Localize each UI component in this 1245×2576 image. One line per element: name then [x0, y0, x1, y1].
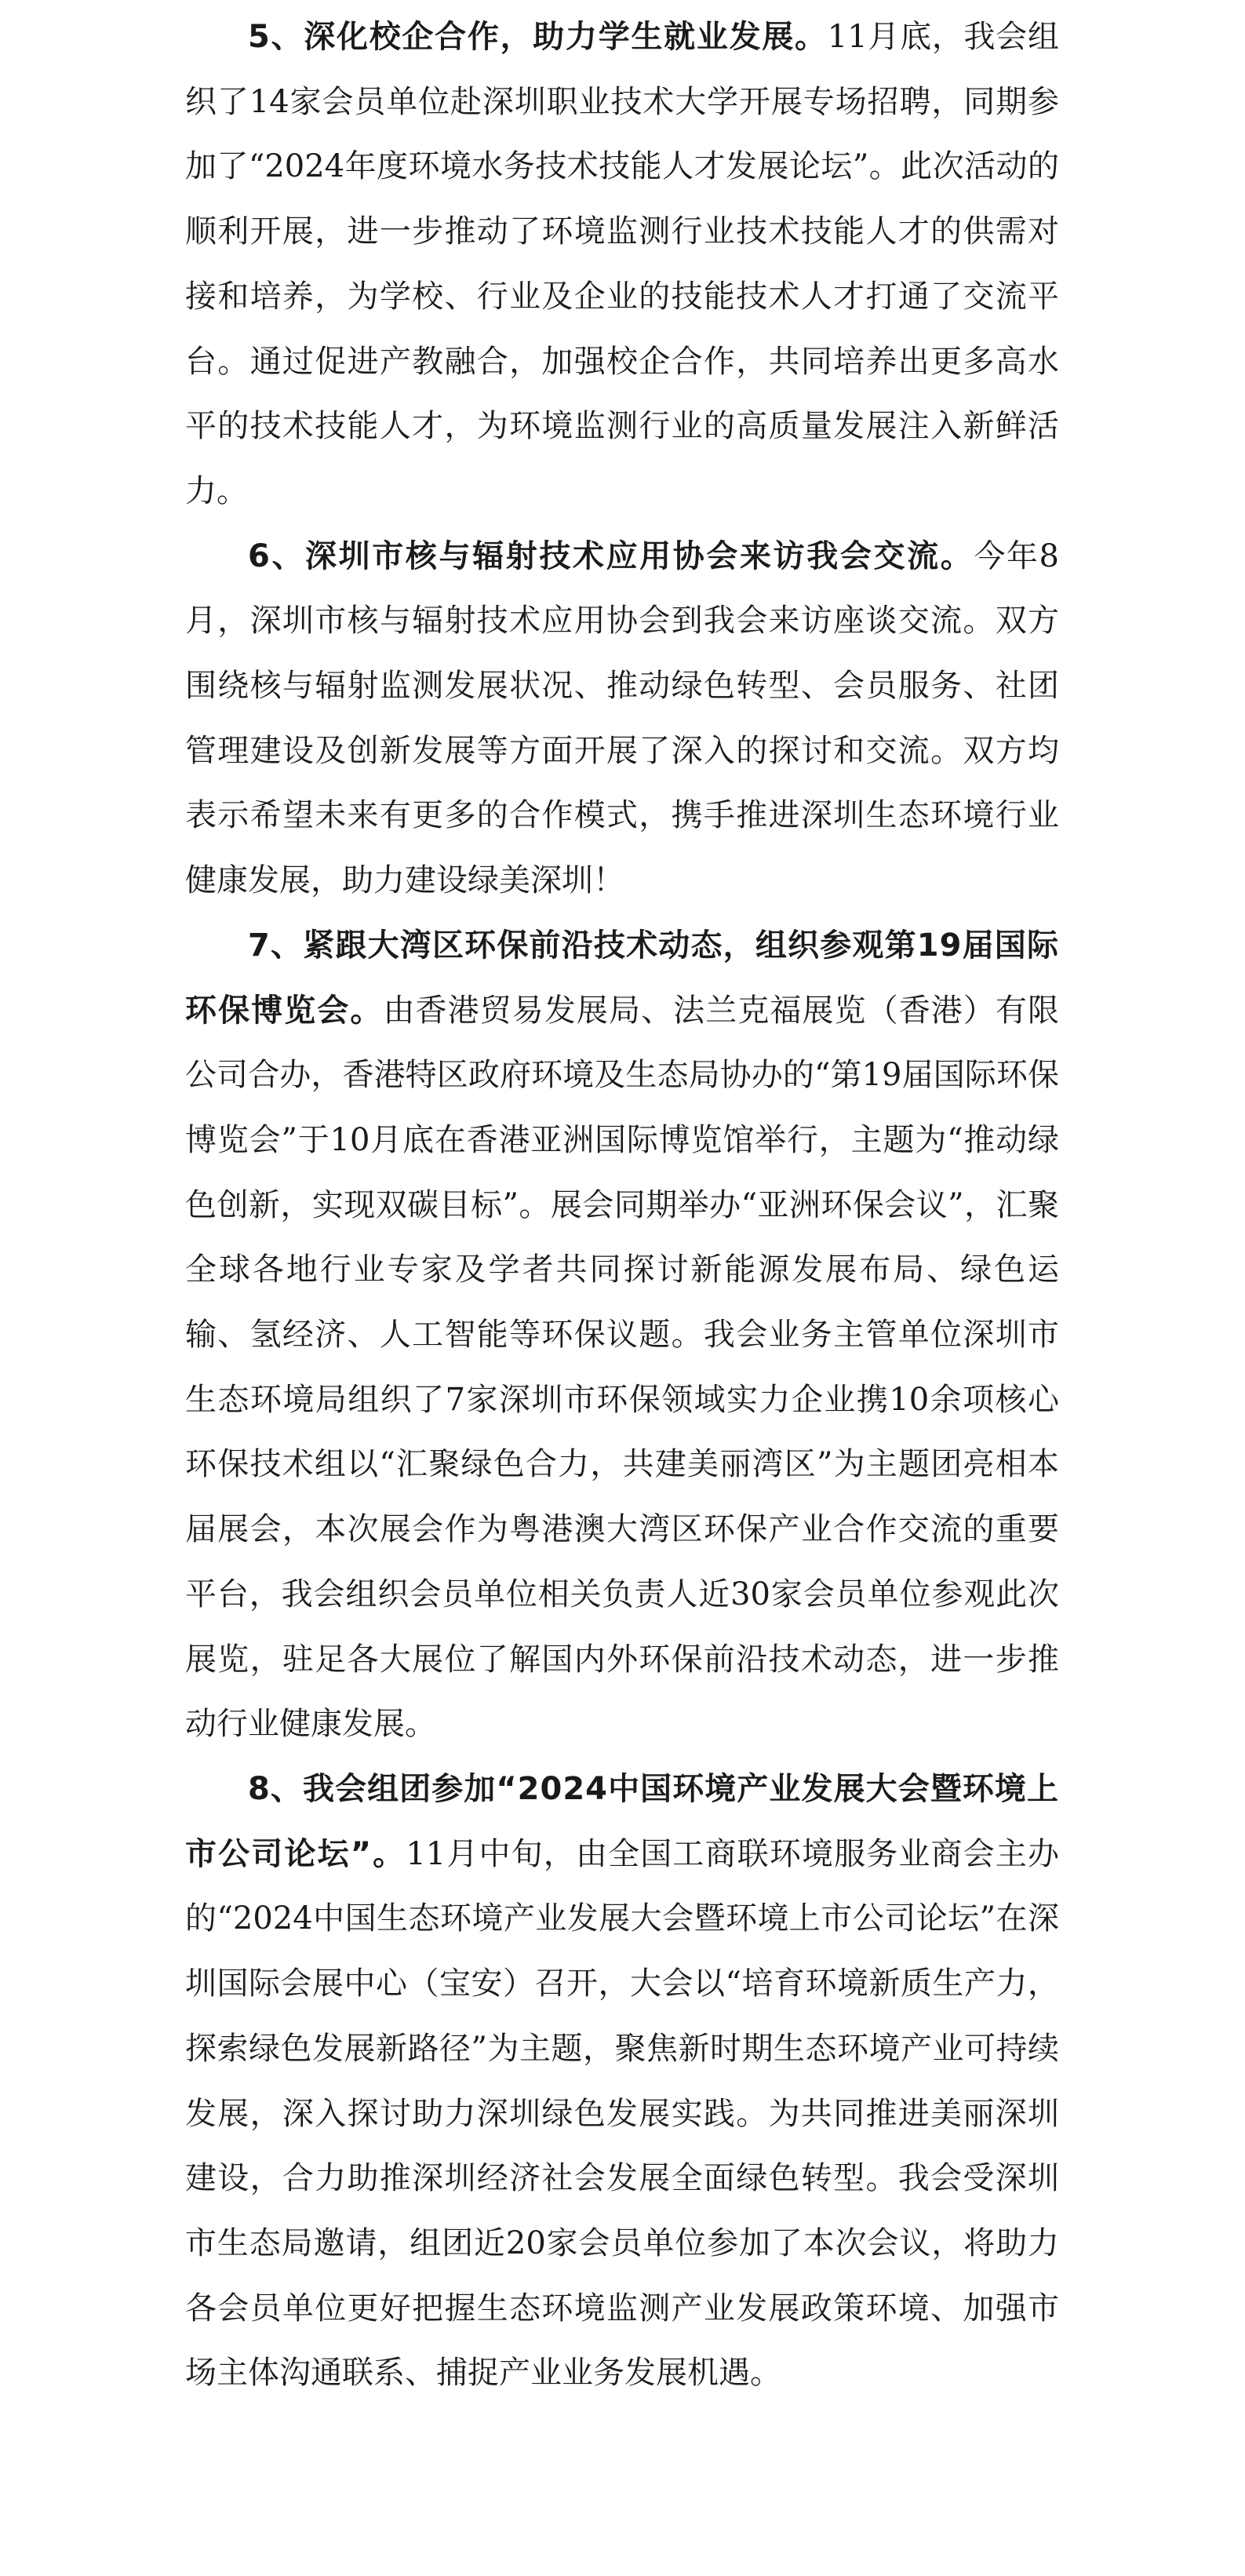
paragraph-8-text: 11月中旬，由全国工商联环境服务业商会主办的“2024中国生态环境产业发展大会暨环境上市公司论坛”在深圳国际会展中心（宝安）召开，大会以“培育环境新质生产力， 探索绿色发展新路径”为主题，聚焦新时期生态环境产业可持续发展，深入探讨助力深圳绿色发展实践。为共同推进美丽深圳建设，合力助推深圳经济社会发展全面绿色转型。我会受深圳市生态局邀请，组团近20家会员单位参加了本次会议，将助力各会员单位更好把握生态环境监测产业发展政策环境、加强市场主体沟通联系、捕捉产业业务发展机遇。	[185, 1835, 1059, 2392]
paragraph-5	[185, 5, 1059, 524]
paragraph-5-text: 11月底，我会组织了14家会员单位赴深圳职业技术大学开展专场招聘，同期参加了“2024年度环境水务技术技能人才发展论坛”。此次活动的顺利开展，进一步推动了环境监测行业技术技能人才的供需对接和培养，为学校、行业及企业的技能技术人才打通了交流平台。通过促进产教融合，加强校企合作，共同培养出更多高水平的技术技能人才，为环境监测行业的高质量发展注入新鲜活力。	[185, 19, 1059, 509]
paragraph-6-heading: 6、深圳市核与辐射技术应用协会来访我会交流。	[248, 537, 974, 574]
paragraph-6	[185, 524, 1059, 913]
paragraph-6-text: 今年8月，深圳市核与辐射技术应用协会到我会来访座谈交流。双方围绕核与辐射监测发展状况、推动绿色转型、会员服务、社团管理建设及创新发展等方面开展了深入的探讨和交流。双方均表示希望未来有更多的合作模式，携手推进深圳生态环境行业健康发展，助力建设绿美深圳！	[185, 537, 1059, 899]
document-body	[185, 5, 1059, 2406]
paragraph-8-heading: 8、我会组团参加“2024中国环境产业发展大会暨环境上市公司论坛”。	[185, 1770, 1059, 1872]
paragraph-7-text: 由香港贸易发展局、法兰克福展览（香港）有限公司合办，香港特区政府环境及生态局协办的“第19届国际环保博览会”于10月底在香港亚洲国际博览馆举行，主题为“推动绿色创新，实现双碳目标”。展会同期举办“亚洲环保会议”，汇聚全球各地行业专家及学者共同探讨新能源发展布局、绿色运输、氢经济、人工智能等环保议题。我会业务主管单位深圳市生态环境局组织了7家深圳市环保领域实力企业携10余项核心环保技术组以“汇聚绿色合力，共建美丽湾区”为主题团亮相本届展会，本次展会作为粤港澳大湾区环保产业合作交流的重要平台，我会组织会员单位相关负责人近30家会员单位参观此次展览，驻足各大展位了解国内外环保前沿技术动态，进一步推动行业健康发展。	[185, 992, 1060, 1743]
paragraph-5-heading: 5、深化校企合作，助力学生就业发展。	[248, 19, 828, 55]
paragraph-7	[185, 913, 1059, 1757]
paragraph-8	[185, 1757, 1059, 2406]
paragraph-7-heading: 7、紧跟大湾区环保前沿技术动态，组织参观第19届国际环保博览会。	[185, 927, 1059, 1029]
